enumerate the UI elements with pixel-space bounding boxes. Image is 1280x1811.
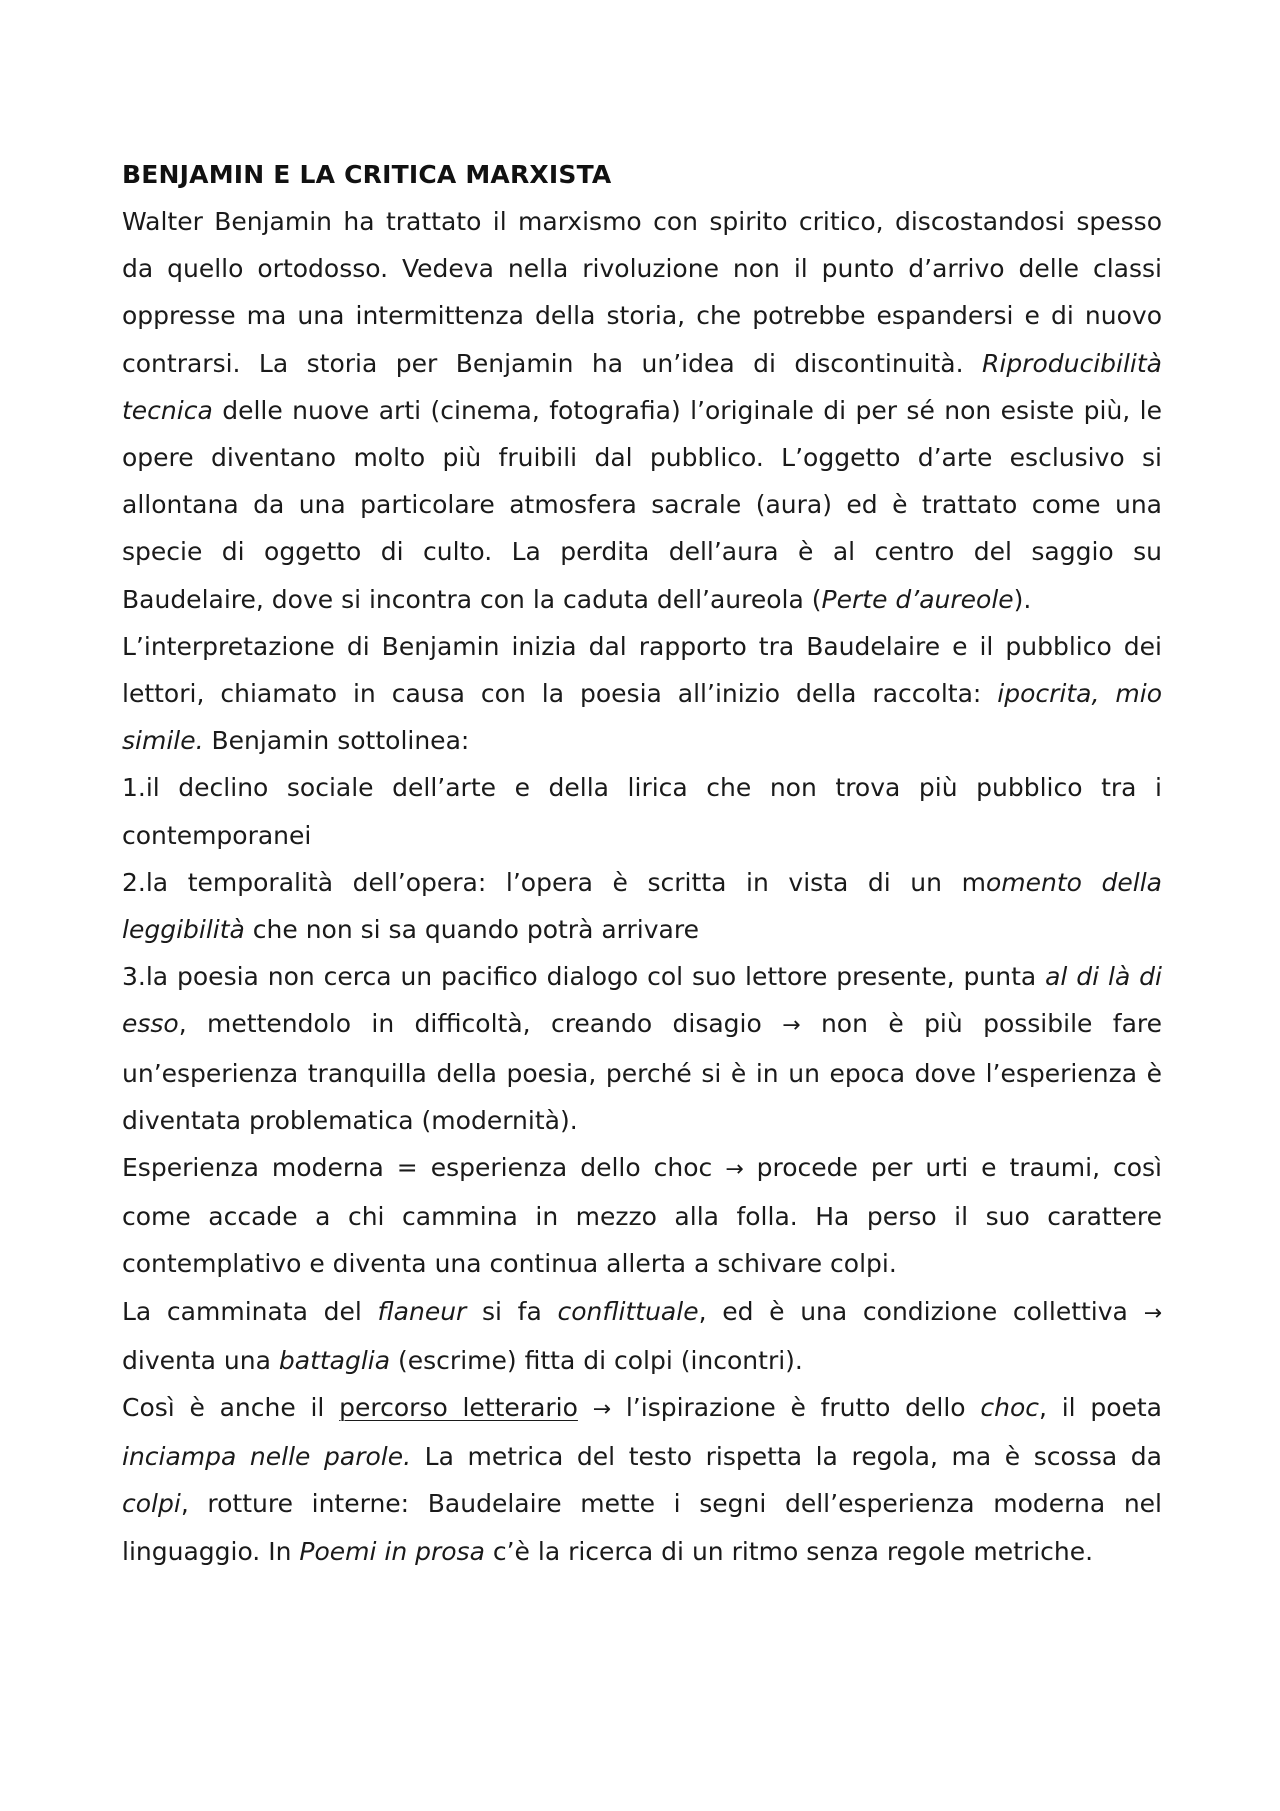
text-run: (escrime) fitta di colpi (incontri). [390, 1345, 803, 1375]
arrow-right-icon: → [782, 1013, 801, 1039]
text-run: l’ispirazione è frutto dello [611, 1393, 981, 1423]
paragraph-interpretation [122, 623, 1162, 765]
paragraph-intro [122, 198, 1162, 623]
text-run: , il poeta [1039, 1393, 1162, 1423]
text-run [578, 1393, 593, 1422]
italic-text: omento della leggibilità [122, 867, 1162, 945]
italic-text: flaneur [377, 1296, 467, 1326]
text-run: ). [1013, 584, 1032, 614]
document-page [122, 151, 1162, 1575]
paragraph-literary-path [122, 1384, 1162, 1575]
text-run: Benjamin sottolinea: [203, 726, 470, 756]
list-item-1 [122, 764, 1162, 858]
text-run: c’è la ricerca di un ritmo senza regole metriche. [484, 1536, 1094, 1566]
text-run: Esperienza moderna = esperienza dello choc [122, 1153, 726, 1183]
text-run: , ed è una condizione collettiva [698, 1296, 1144, 1326]
text-run: La camminata del [122, 1296, 378, 1326]
italic-text: inciampa nelle parole. [122, 1442, 412, 1472]
text-run: Walter Benjamin ha trattato il marxismo con spirito critico, discostandosi spesso da quello ortodosso. Vedeva nella rivoluzione non il punto d’arrivo delle classi oppresse ma una intermittenza della storia, che potrebbe espandersi e di nuovo contrarsi. La storia per Benjamin ha un’idea di discontinuità. [122, 207, 1162, 378]
italic-text: ipocrita, mio simile. [122, 679, 1162, 756]
arrow-right-icon: → [592, 1397, 612, 1423]
text-run: delle nuove arti (cinema, fotografia) l’originale di per sé non esiste più, le opere diventano molto più fruibili dal pubblico. L’oggetto d’arte esclusivo si allontana da una particolare atmosfera sacrale (aura) ed è trattato come una specie di oggetto di culto. La perdita dell’aura è al centro del saggio su Baudelaire, dove si incontra con la caduta dell’aureola ( [122, 395, 1162, 614]
text-run: procede per urti e traumi, così come accade a chi cammina in mezzo alla folla. Ha perso il suo carattere contemplativo e diventa una continua allerta a schivare colpi. [122, 1153, 1162, 1279]
paragraph-modern-experience [122, 1144, 1162, 1288]
text-run: non è più possibile fare un’esperienza tranquilla della poesia, perché si è in un epoca dove l’esperienza è diventata problematica (modernità). [122, 1009, 1162, 1135]
italic-text: Riproducibilità tecnica [122, 348, 1162, 425]
italic-text: conflittuale [557, 1296, 699, 1326]
text-run: La metrica del testo rispetta la regola, ma è scossa da [411, 1442, 1162, 1472]
list-item-3 [122, 953, 1162, 1144]
text-run: 2.la temporalità dell’opera: l’opera è scritta in vista di un m [122, 867, 986, 897]
text-run: L’interpretazione di Benjamin inizia dal rapporto tra Baudelaire e il pubblico dei lettori, chiamato in causa con la poesia all’inizio della raccolta: [122, 631, 1162, 709]
italic-text: al di là di esso [122, 962, 1162, 1039]
text-run: 3.la poesia non cerca un pacifico dialogo col suo lettore presente, punta [122, 962, 1046, 992]
text-run: si fa [466, 1296, 558, 1326]
paragraph-flaneur [122, 1288, 1162, 1384]
text-run: , mettendolo in difficoltà, creando disagio [178, 1009, 783, 1039]
text-run: diventa una [122, 1345, 279, 1375]
italic-text: choc [980, 1393, 1039, 1423]
arrow-right-icon: → [1143, 1300, 1162, 1326]
italic-text: battaglia [278, 1345, 391, 1375]
italic-text: Perte d’aureole [821, 584, 1014, 614]
italic-text: colpi [122, 1489, 181, 1519]
list-item-2 [122, 859, 1162, 953]
arrow-right-icon: → [725, 1157, 744, 1183]
text-run: Così è anche il [122, 1393, 340, 1423]
text-run: che non si sa quando potrà arrivare [244, 915, 699, 945]
percorso-letterario-link[interactable]: percorso letterario [339, 1393, 578, 1423]
text-run: 1.il declino sociale dell’arte e della lirica che non trova più pubblico tra i contemporanei [122, 773, 1162, 850]
italic-text: Poemi in prosa [299, 1536, 485, 1566]
text-run: , rotture interne: Baudelaire mette i segni dell’esperienza moderna nel linguaggio. In [122, 1489, 1162, 1566]
document-title: BENJAMIN E LA CRITICA MARXISTA [122, 160, 612, 189]
